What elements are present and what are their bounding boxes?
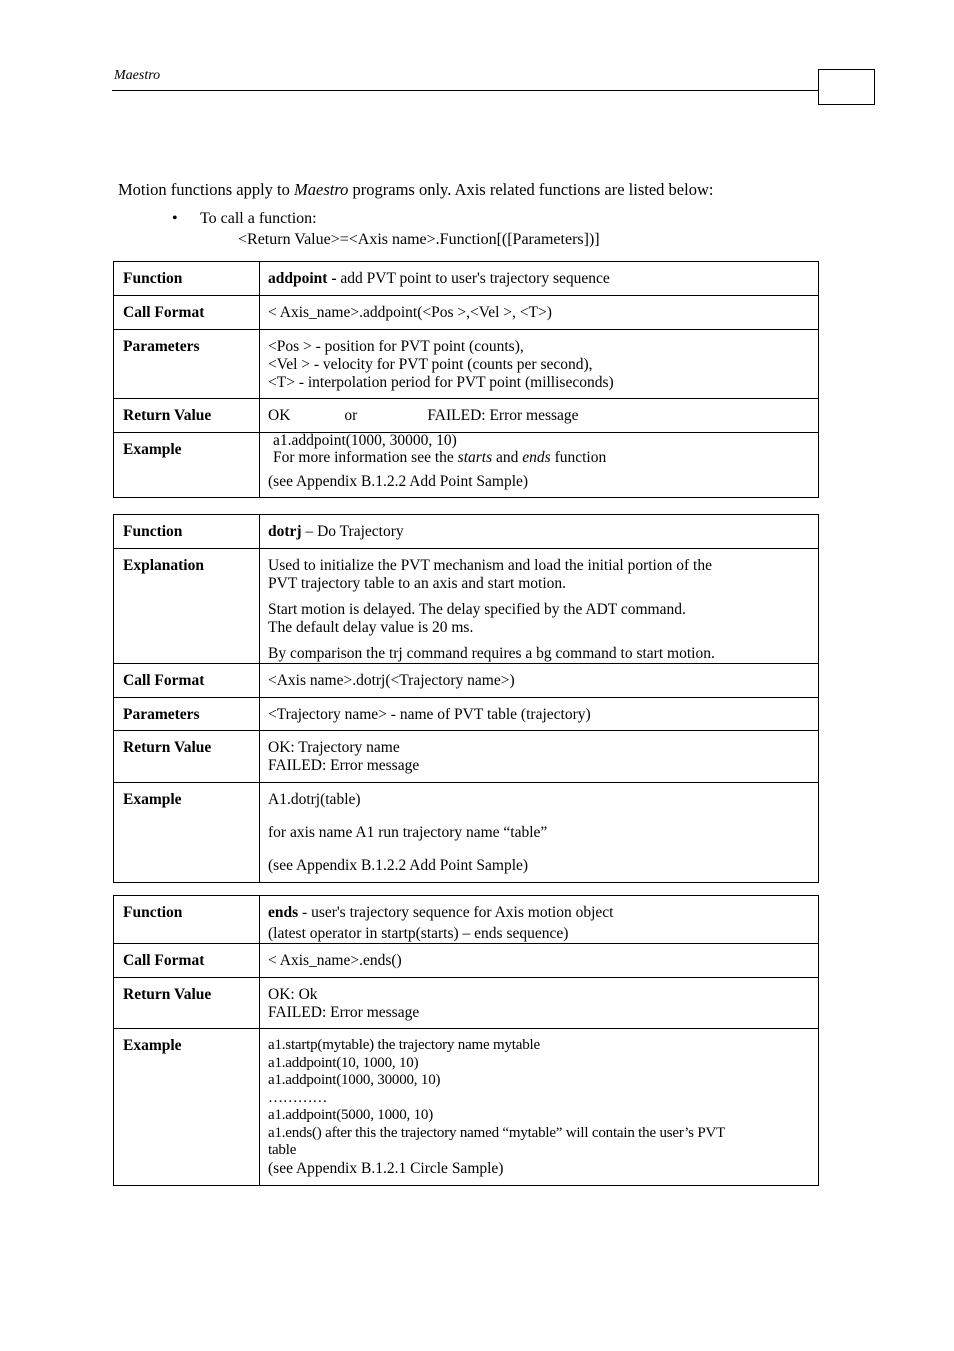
dotrj-explanation-label: Explanation <box>114 549 260 664</box>
dotrj-function-cell <box>260 515 819 549</box>
addpoint-example-function-word: function <box>550 449 607 466</box>
intro-text-before: Motion functions apply to <box>118 180 294 199</box>
dotrj-table <box>113 514 819 883</box>
ends-function-name: ends <box>268 904 299 921</box>
call-syntax: <Return Value>=<Axis name>.Function[([Parameters])] <box>238 231 600 248</box>
dotrj-explanation-line: The default delay value is 20 ms. <box>268 619 474 636</box>
ends-call-format-label: Call Format <box>114 944 260 978</box>
addpoint-parameters-cell <box>260 330 819 399</box>
dotrj-example-code: A1.dotrj(table) <box>268 791 361 808</box>
ends-example-line: ………… <box>268 1089 328 1106</box>
ends-function-label: Function <box>114 896 260 944</box>
dotrj-example-cell <box>260 783 819 883</box>
ends-example-line: a1.startp(mytable) the trajectory name mytable <box>268 1037 540 1053</box>
dotrj-example-label: Example <box>114 783 260 883</box>
page-number-box <box>818 69 875 105</box>
addpoint-example-label: Example <box>114 433 260 498</box>
dotrj-explanation-cell <box>260 549 819 664</box>
addpoint-example-info-text: For more information see the <box>273 449 458 466</box>
intro-product-name: Maestro <box>294 180 349 199</box>
ends-return-cell <box>260 978 819 1029</box>
addpoint-example-ends: ends <box>522 449 551 466</box>
dotrj-call-format-label: Call Format <box>114 664 260 698</box>
addpoint-function-label: Function <box>114 262 260 296</box>
dotrj-explanation-line: Used to initialize the PVT mechanism and load the initial portion of the <box>268 557 712 574</box>
addpoint-example-see: (see Appendix B.1.2.2 Add Point Sample) <box>268 473 529 490</box>
dotrj-example-desc: for axis name A1 run trajectory name “table” <box>268 824 548 841</box>
addpoint-table <box>113 261 819 498</box>
ends-return-label: Return Value <box>114 978 260 1029</box>
dotrj-function-name: dotrj <box>268 523 302 540</box>
addpoint-example-cell <box>260 433 819 498</box>
ends-return-ok: OK: Ok <box>268 986 318 1003</box>
bullet-text: To call a function: <box>200 210 317 227</box>
addpoint-param-pos: <Pos > - position for PVT point (counts), <box>268 338 524 355</box>
dotrj-parameters: <Trajectory name> - name of PVT table (trajectory) <box>260 698 819 731</box>
dotrj-explanation-line: By comparison the trj command requires a bg command to start motion. <box>268 645 715 662</box>
addpoint-example-starts: starts <box>457 449 493 466</box>
dotrj-return-label: Return Value <box>114 731 260 783</box>
addpoint-example-and: and <box>492 449 523 466</box>
ends-example-line: table <box>268 1142 297 1158</box>
ends-example-line: a1.addpoint(10, 1000, 10) <box>268 1054 419 1071</box>
addpoint-return-cell <box>260 399 819 433</box>
ends-example-see: (see Appendix B.1.2.1 Circle Sample) <box>268 1159 504 1177</box>
dotrj-return-ok: OK: Trajectory name <box>268 739 400 756</box>
dotrj-parameters-label: Parameters <box>114 698 260 731</box>
addpoint-return-failed: FAILED: Error message <box>427 407 579 424</box>
header-title: Maestro <box>114 68 161 83</box>
dotrj-explanation-line: PVT trajectory table to an axis and start motion. <box>268 575 567 592</box>
dotrj-call-format: <Axis name>.dotrj(<Trajectory name>) <box>260 664 819 698</box>
ends-return-failed: FAILED: Error message <box>268 1004 420 1021</box>
addpoint-return-ok: OK <box>268 407 291 424</box>
ends-function-desc: - user's trajectory sequence for Axis motion object <box>298 904 614 921</box>
intro-text-after: programs only. Axis related functions are listed below: <box>348 180 714 199</box>
ends-call-format: < Axis_name>.ends() <box>260 944 819 978</box>
addpoint-example-info <box>268 449 812 466</box>
addpoint-example-code: a1.addpoint(1000, 30000, 10) <box>273 432 457 449</box>
ends-function-desc-2: (latest operator in startp(starts) – ends sequence) <box>268 925 569 942</box>
header-rule <box>112 90 819 91</box>
ends-example-label: Example <box>114 1029 260 1186</box>
ends-example-line: a1.addpoint(5000, 1000, 10) <box>268 1107 433 1123</box>
addpoint-function-desc: add PVT point to user's trajectory sequence <box>336 270 610 287</box>
dotrj-return-failed: FAILED: Error message <box>268 757 420 774</box>
intro-paragraph <box>118 180 713 200</box>
addpoint-return-or: or <box>344 407 358 424</box>
ends-example-cell <box>260 1029 819 1186</box>
addpoint-param-t: <T> - interpolation period for PVT point (milliseconds) <box>268 374 614 391</box>
dotrj-function-label: Function <box>114 515 260 549</box>
addpoint-param-vel: <Vel > - velocity for PVT point (counts per second), <box>268 356 593 373</box>
addpoint-parameters-label: Parameters <box>114 330 260 399</box>
addpoint-function-name: addpoint - <box>268 270 337 287</box>
ends-table <box>113 895 819 1186</box>
dotrj-example-see: (see Appendix B.1.2.2 Add Point Sample) <box>268 857 529 874</box>
addpoint-call-format: < Axis_name>.addpoint(<Pos >,<Vel >, <T>) <box>260 296 819 330</box>
addpoint-call-format-label: Call Format <box>114 296 260 330</box>
dotrj-return-cell <box>260 731 819 783</box>
ends-example-line: a1.ends() after this the trajectory named “mytable” will contain the user’s PVT <box>268 1124 726 1141</box>
addpoint-return-label: Return Value <box>114 399 260 433</box>
addpoint-function-cell <box>260 262 819 296</box>
bullet-icon: • <box>172 210 178 227</box>
dotrj-function-desc: – Do Trajectory <box>301 523 404 540</box>
ends-example-line: a1.addpoint(1000, 30000, 10) <box>268 1072 441 1088</box>
dotrj-explanation-line: Start motion is delayed. The delay specified by the ADT command. <box>268 601 686 618</box>
ends-function-cell <box>260 896 819 944</box>
